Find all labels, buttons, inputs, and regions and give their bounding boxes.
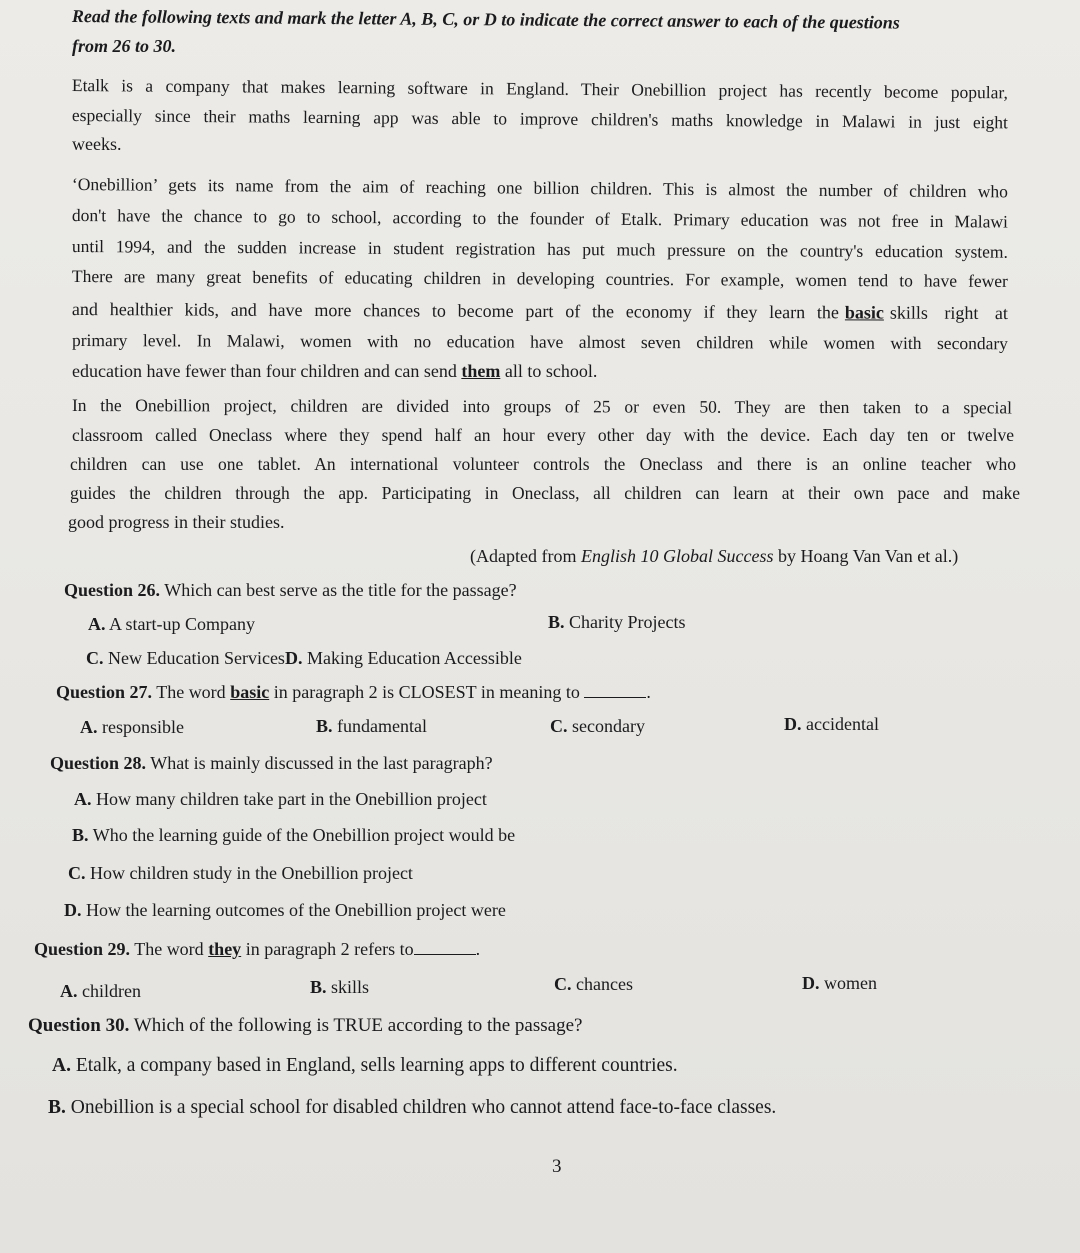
q28-option-c[interactable] bbox=[68, 863, 413, 883]
passage-p2-line-5 bbox=[72, 299, 1008, 323]
q30-option-a[interactable] bbox=[52, 1056, 678, 1076]
q28-c-text: How children study in the Onebillion project bbox=[90, 863, 413, 883]
question-27 bbox=[56, 682, 651, 702]
question-27-label: Question 27. bbox=[56, 682, 153, 702]
q26-d-letter: D. bbox=[284, 648, 303, 668]
q29-d-letter: D. bbox=[802, 973, 820, 993]
q27-b-text: fundamental bbox=[337, 716, 427, 736]
q30-option-b[interactable] bbox=[48, 1098, 776, 1118]
q29-option-b[interactable] bbox=[310, 977, 369, 997]
q28-d-letter: D. bbox=[64, 900, 82, 920]
q29-option-c[interactable] bbox=[554, 974, 633, 994]
question-30-label: Question 30. bbox=[28, 1015, 130, 1036]
passage-p2-line-1: ‘Onebillion’ gets its name from the aim of reaching one billion children. This is almost the number of children who bbox=[71, 174, 1008, 202]
keyword-them: them bbox=[461, 361, 501, 381]
q26-option-d[interactable] bbox=[285, 648, 522, 668]
passage-p1-line-3: weeks. bbox=[72, 134, 122, 154]
q26-option-c[interactable] bbox=[86, 648, 285, 668]
question-29-label: Question 29. bbox=[34, 939, 131, 959]
q26-c-text: New Education Services bbox=[108, 648, 285, 668]
passage-p3-line-4: guides the children through the app. Participating in Oneclass, all children can learn at their own pace and make bbox=[70, 483, 1020, 503]
question-27-post: in paragraph 2 is CLOSEST in meaning to bbox=[273, 682, 580, 702]
q26-a-letter: A. bbox=[88, 614, 106, 634]
passage-p3-line-5: good progress in their studies. bbox=[68, 512, 285, 532]
passage-p2-line-2: don't have the chance to go to school, according to the founder of Etalk. Primary education was not free in Malawi bbox=[71, 205, 1008, 232]
question-28-text: What is mainly discussed in the last paragraph? bbox=[150, 753, 493, 773]
question-26-label: Question 26. bbox=[64, 580, 161, 600]
q29-b-text: skills bbox=[331, 977, 370, 997]
q27-c-letter: C. bbox=[550, 716, 568, 736]
q28-option-a[interactable] bbox=[74, 789, 487, 809]
question-30-text: Which of the following is TRUE according to the passage? bbox=[133, 1015, 583, 1036]
q28-option-b[interactable] bbox=[72, 825, 515, 845]
q29-c-letter: C. bbox=[554, 974, 572, 994]
q27-option-b[interactable] bbox=[316, 716, 427, 736]
question-30 bbox=[28, 1016, 582, 1036]
q29-b-letter: B. bbox=[310, 977, 327, 997]
q26-b-letter: B. bbox=[548, 612, 565, 632]
q29-option-d[interactable] bbox=[802, 973, 877, 993]
q29-a-letter: A. bbox=[60, 981, 78, 1001]
q28-b-letter: B. bbox=[72, 825, 89, 845]
q29-d-text: women bbox=[824, 973, 877, 993]
q28-c-letter: C. bbox=[68, 863, 86, 883]
q30-a-letter: A. bbox=[52, 1055, 71, 1076]
question-27-pre: The word bbox=[156, 682, 226, 702]
q27-a-text: responsible bbox=[102, 717, 184, 737]
question-29-keyword: they bbox=[208, 939, 242, 959]
q26-d-text: Making Education Accessible bbox=[306, 648, 522, 668]
q26-b-text: Charity Projects bbox=[569, 612, 686, 632]
passage-p1-line-2: especially since their maths learning app was able to improve children's maths knowledge in Malawi in just eight bbox=[71, 105, 1008, 133]
page-number: 3 bbox=[552, 1156, 562, 1177]
q27-d-text: accidental bbox=[806, 714, 879, 734]
question-28-label: Question 28. bbox=[50, 753, 147, 773]
q26-option-b[interactable] bbox=[548, 612, 686, 632]
passage-p3-line-3: children can use one tablet. An international volunteer controls the Oneclass and there is an online teacher who bbox=[70, 454, 1016, 474]
source-pre: (Adapted from bbox=[470, 546, 581, 566]
q27-a-letter: A. bbox=[80, 717, 98, 737]
question-26-text: Which can best serve as the title for the passage? bbox=[164, 580, 517, 600]
q26-option-c-d bbox=[86, 648, 522, 668]
question-28 bbox=[50, 753, 493, 773]
q28-a-text: How many children take part in the Onebillion project bbox=[96, 789, 487, 809]
keyword-basic: basic bbox=[844, 302, 884, 323]
source-citation bbox=[470, 546, 958, 566]
instructions-line-2: from 26 to 30. bbox=[72, 36, 177, 56]
q26-a-text: A start-up Company bbox=[109, 614, 256, 634]
passage-p2-line-7-pre: education have fewer than four children and can send bbox=[72, 361, 457, 381]
q28-a-letter: A. bbox=[74, 789, 92, 809]
q29-c-text: chances bbox=[576, 974, 633, 994]
passage-p2-line-4: There are many great benefits of educating children in developing countries. For example, women tend to have fewer bbox=[71, 266, 1008, 291]
q29-option-a[interactable] bbox=[60, 981, 141, 1001]
passage-p2-line-3: until 1994, and the sudden increase in student registration has put much pressure on the country's education system. bbox=[71, 236, 1008, 262]
source-book: English 10 Global Success bbox=[580, 546, 774, 566]
q30-b-text: Onebillion is a special school for disabled children who cannot attend face-to-face classes. bbox=[70, 1097, 777, 1118]
passage-p2-line-5-post: skills right at bbox=[889, 302, 1008, 324]
q27-d-letter: D. bbox=[784, 714, 802, 734]
question-27-end: . bbox=[646, 682, 651, 702]
q30-b-letter: B. bbox=[48, 1097, 66, 1118]
q27-option-d[interactable] bbox=[784, 714, 879, 734]
question-29-post: in paragraph 2 refers to bbox=[245, 939, 414, 959]
q26-option-a[interactable] bbox=[88, 614, 255, 634]
q29-a-text: children bbox=[82, 981, 141, 1001]
answer-blank bbox=[414, 940, 476, 955]
q30-a-text: Etalk, a company based in England, sells learning apps to different countries. bbox=[75, 1055, 678, 1076]
question-29 bbox=[34, 939, 480, 959]
q27-option-c[interactable] bbox=[550, 716, 645, 736]
passage-p1-line-1: Etalk is a company that makes learning software in England. Their Onebillion project has recently become popular, bbox=[71, 75, 1008, 103]
answer-blank bbox=[584, 683, 646, 698]
passage-p2-line-7 bbox=[72, 361, 597, 381]
q28-d-text: How the learning outcomes of the Onebillion project were bbox=[86, 900, 506, 920]
passage-p3-line-2: classroom called Oneclass where they spend half an hour every other day with the device. Each day ten or twelve bbox=[72, 425, 1014, 445]
question-29-pre: The word bbox=[134, 939, 204, 959]
q27-option-a[interactable] bbox=[80, 717, 184, 737]
q27-c-text: secondary bbox=[572, 716, 645, 736]
passage-p2-line-6: primary level. In Malawi, women with no education have almost seven children while women with secondary bbox=[71, 330, 1008, 354]
instructions-line-1: Read the following texts and mark the letter A, B, C, or D to indicate the correct answer to each of the questions bbox=[71, 6, 900, 33]
question-27-keyword: basic bbox=[230, 682, 270, 702]
q28-b-text: Who the learning guide of the Onebillion project would be bbox=[92, 825, 516, 845]
q28-option-d[interactable] bbox=[64, 900, 506, 920]
source-post: by Hoang Van Van et al.) bbox=[773, 546, 959, 566]
question-29-end: . bbox=[475, 939, 481, 959]
question-26 bbox=[64, 580, 517, 600]
q26-c-letter: C. bbox=[86, 648, 104, 668]
passage-p2-line-7-post: all to school. bbox=[504, 361, 598, 381]
q27-b-letter: B. bbox=[316, 716, 333, 736]
passage-p2-line-5-pre: and healthier kids, and have more chances to become part of the economy if they learn the bbox=[71, 299, 839, 323]
passage-p3-line-1: In the Onebillion project, children are divided into groups of 25 or even 50. They are then taken to a special bbox=[71, 395, 1012, 418]
